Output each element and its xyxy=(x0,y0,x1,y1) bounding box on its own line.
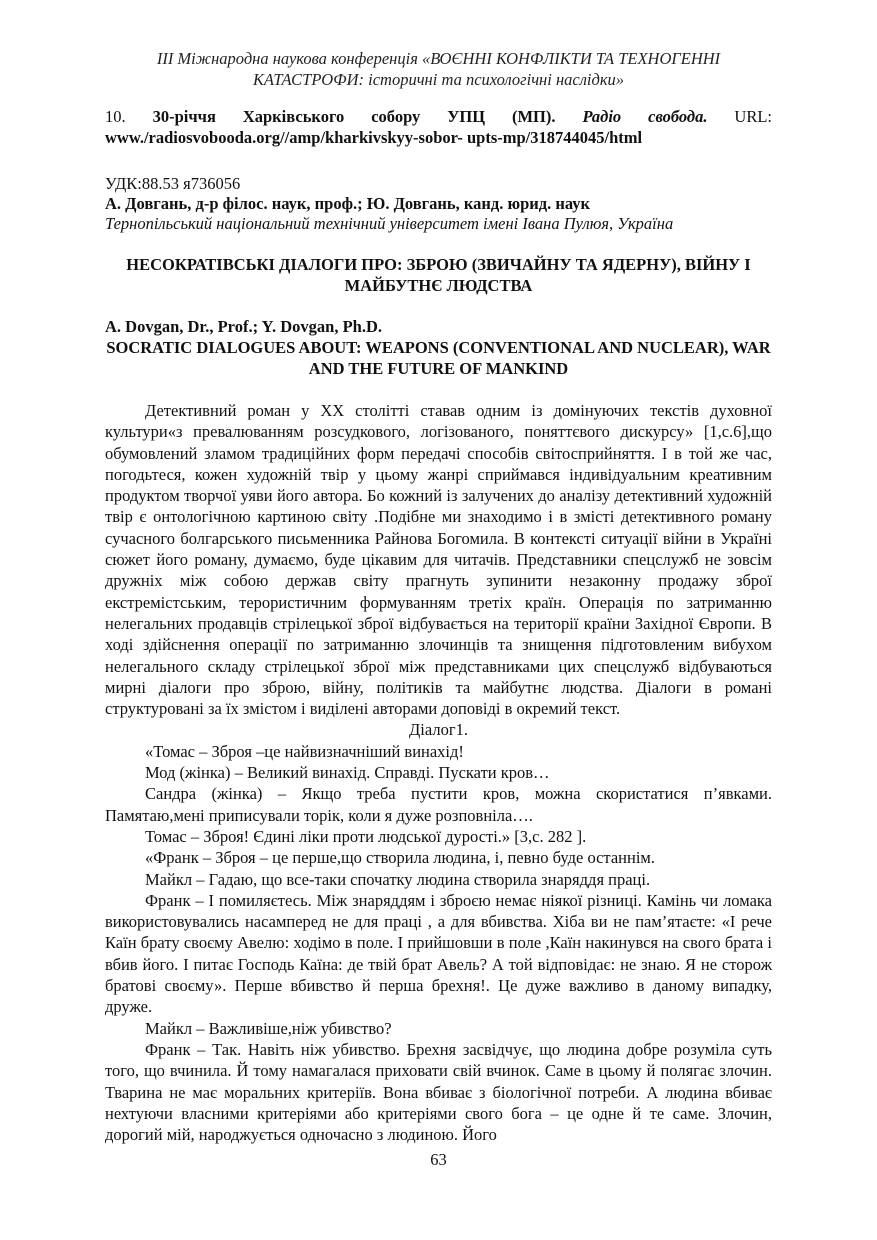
header-line-1: ІІІ Міжнародна наукова конференція «ВОЄННІ КОНФЛІКТИ ТА ТЕХНОГЕННІ xyxy=(156,49,721,68)
article-title-en: SOCRATIC DIALOGUES ABOUT: WEAPONS (CONVENTIONAL AND NUCLEAR), WAR AND THE FUTURE OF MANKIND xyxy=(106,338,771,378)
dialog-line: «Франк – Зброя – це перше,що створила людина, і, певно буде останнім. xyxy=(145,848,655,868)
dialog-line: Мод (жінка) – Великий винахід. Справді. Пускати кров… xyxy=(145,763,550,783)
reference-url-label: URL: xyxy=(734,107,773,126)
authors-en: A. Dovgan, Dr., Prof.; Y. Dovgan, Ph.D. xyxy=(105,317,383,336)
header-line-2: КАТАСТРОФИ: історичні та психологічні наслідки» xyxy=(252,70,625,89)
document-page xyxy=(105,48,772,1145)
reference-title: 30-річчя Харківського собору УПЦ (МП). xyxy=(152,107,556,126)
dialog-line: Майкл – Важливіше,ніж убивство? xyxy=(145,1018,392,1038)
reference-item xyxy=(105,106,772,148)
authors-ua: А. Довгань, д-р філос. наук, проф.; Ю. Довгань, канд. юрид. наук xyxy=(105,194,591,213)
intro-paragraph: Детективний роман у ХХ столітті ставав одним із домінуючих текстів духовної культури«з превалюванням розсудкового, логізованого, поняттєвого дискурсу» [1,с.6],що обумовлений зламом традиційних форм передачі способів світосприйняття. І в той же час, погодьтеся, кожен художній твір у цьому жанрі сприймався індивідуальним креативним продуктом творчої уяви його автора. Бо кожний із залучених до аналізу детективний художній твір є онтологічною картиною світу .Подібне ми знаходимо і в змісті детективного роману сучасного болгарського письменника Райнова Богомила. В контексті ситуації війни в Україні сюжет його роману, думаємо, буде цікавим для читачів. Представники спецслужб не зовсім дружніх між собою держав світу прагнуть зупинити незаконну продажу зброї екстремістським, терористичним формуванням третіх країн. Операція по затриманню нелегальних продавців стрілецької зброї відбувається на території країни Західної Європи. В ході здійснення операції по затриманню злочинців та знищення підготовленим вибухом нелегального складу стрілецької зброї між представниками цих спецслужб відбуваються мирні діалоги про зброю, війну, політиків та майбутнє людства. Діалоги в романі структуровані за їх змістом і виділені авторами доповіді в окремий текст. xyxy=(105,401,772,719)
reference-source: Радіо свобода. xyxy=(582,107,708,126)
udc-code: УДК:88.53 я736056 xyxy=(105,174,241,193)
dialog-heading: Діалог1. xyxy=(409,720,468,740)
dialog-line: Франк – І помиляєтесь. Між знаряддям і зброєю немає ніякої різниці. Камінь чи ломака використовувались насамперед не для праці , а для вбивства. Хіба ви не пам’ятаєте: «І рече Каїн брату своєму Авелю: ходімо в поле. І прийшовши в поле ,Каїн накинувся на свого брата і вбив його. І питає Господь Каїна: де твій брат Авель? А той відповідає: не знаю. Я не сторож братові своєму». Перше вбивство й перша брехня!. Це дуже важливо в даному випадку, друже. xyxy=(105,890,772,1017)
affiliation: Тернопільський національний технічний університет імені Івана Пулюя, Україна xyxy=(105,214,674,233)
reference-number: 10. xyxy=(105,107,126,126)
dialog-line: Франк – Так. Навіть ніж убивство. Брехня засвідчує, що людина добре розуміла суть того, що вчинила. Й тому намагалася приховати свій вчинок. Саме в цьому й полягає злочин. Тварина не має моральних критеріїв. Вона вбиває з біологічної потреби. А людина вбиває нехтуючи власними критеріями або критеріями свого бога – це одне й те саме. Злочин, дорогий мій, народжується одночасно з людиною. Його xyxy=(105,1039,772,1145)
dialog-line: Сандра (жінка) – Якщо треба пустити кров, можна скористатися п’явками. Памятаю,мені приписували торік, коли я дуже розповніла…. xyxy=(105,784,772,825)
dialog-line: Майкл – Гадаю, що все-таки спочатку людина створила знаряддя праці. xyxy=(145,869,651,889)
running-header xyxy=(105,48,772,90)
article-title-ua: НЕСОКРАТІВСЬКІ ДІАЛОГИ ПРО: ЗБРОЮ (ЗВИЧАЙНУ ТА ЯДЕРНУ), ВІЙНУ І МАЙБУТНЄ ЛЮДСТВА xyxy=(126,255,751,295)
article-body xyxy=(105,400,772,1145)
dialog-line: «Томас – Зброя –це найвизначніший винахід! xyxy=(145,741,464,761)
page-number: 63 xyxy=(430,1150,447,1169)
dialog-line: Томас – Зброя! Єдині ліки проти людської дурості.» [3,с. 282 ]. xyxy=(145,826,587,846)
reference-url[interactable]: www./radiosvobooda.org//amp/kharkivskyy-sobor- upts-mp/318744045/html xyxy=(105,128,643,147)
